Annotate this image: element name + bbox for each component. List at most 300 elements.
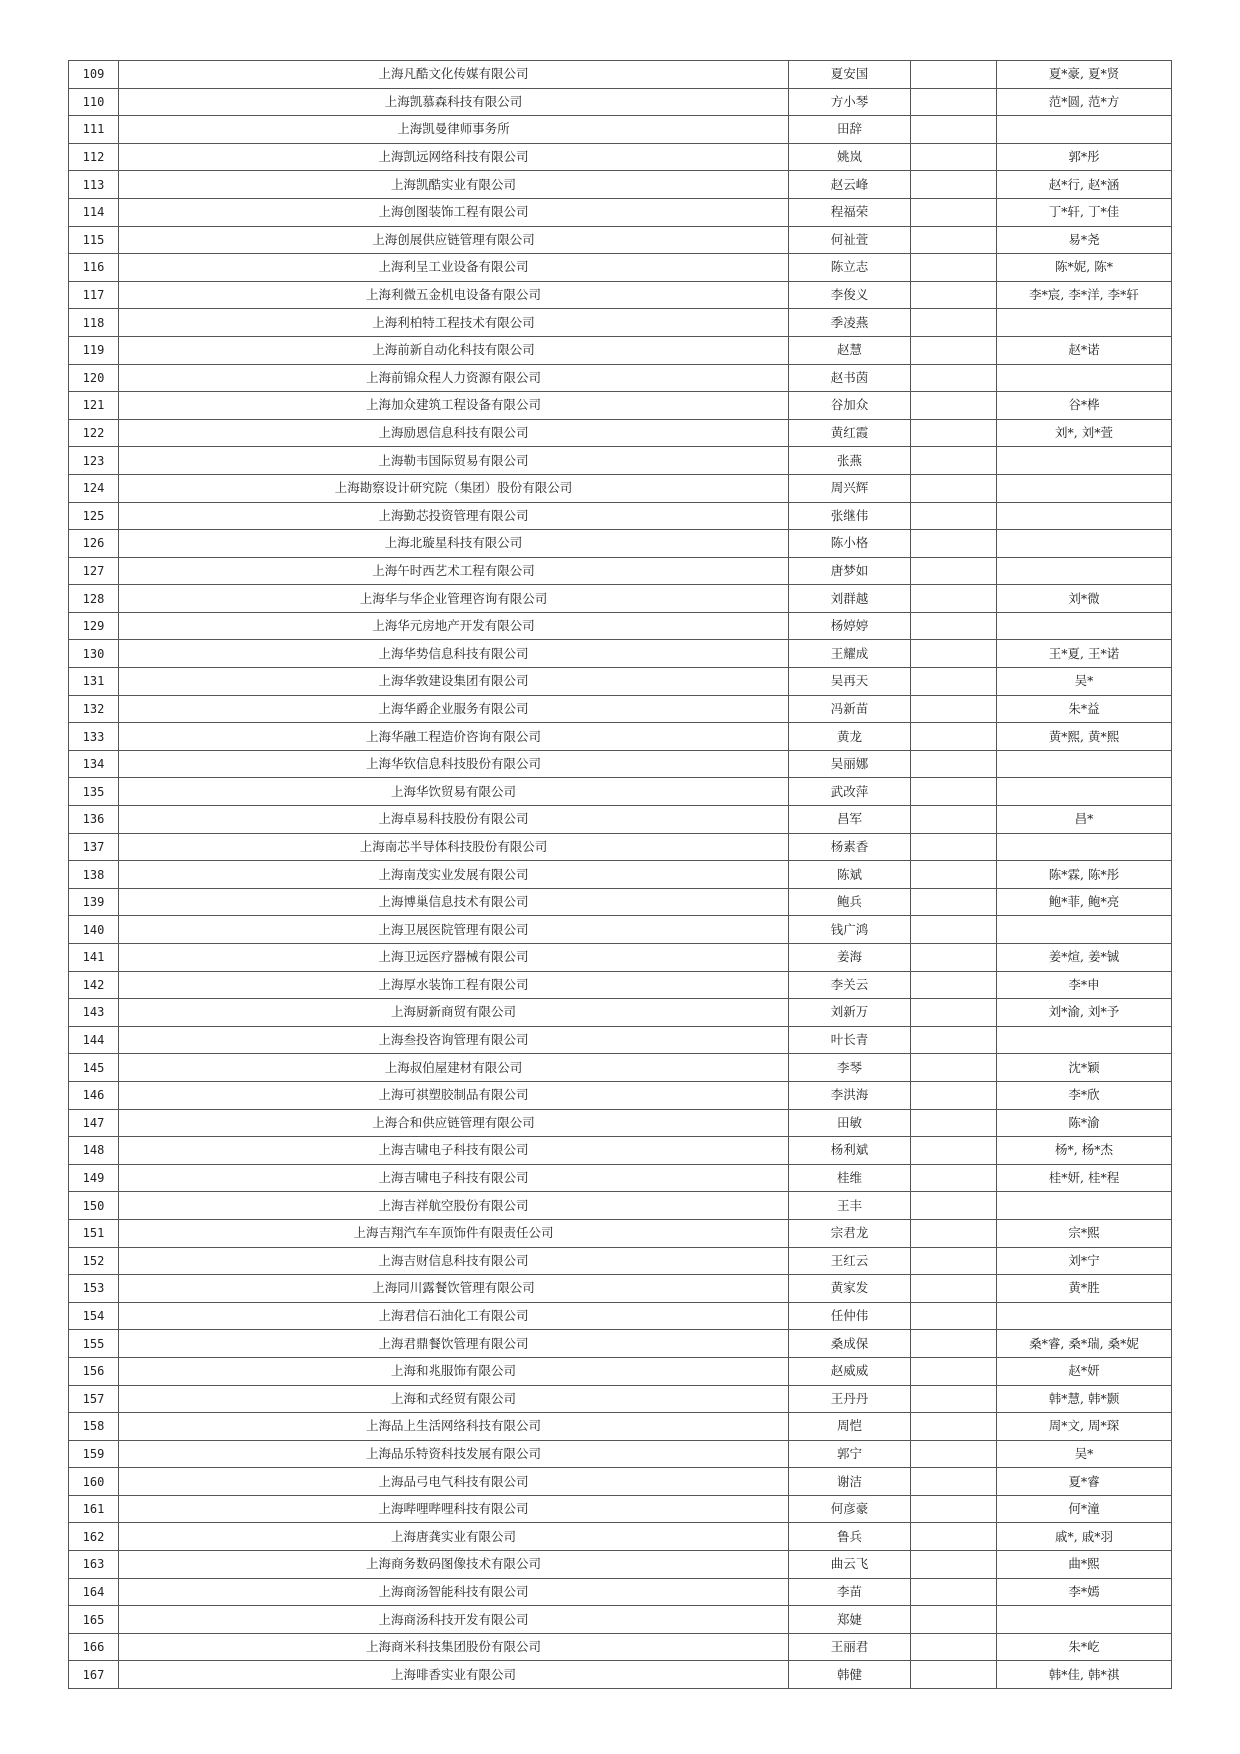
table-row xyxy=(69,1026,1172,1054)
company-cell: 上海卫远医疗器械有限公司 xyxy=(119,944,789,972)
company-cell: 上海唐龚实业有限公司 xyxy=(119,1523,789,1551)
representative-cell: 夏安国 xyxy=(789,61,911,89)
representative-cell: 唐梦如 xyxy=(789,557,911,585)
row-number-cell: 140 xyxy=(69,916,119,944)
table-row xyxy=(69,226,1172,254)
row-number-cell: 110 xyxy=(69,88,119,116)
table-row xyxy=(69,1330,1172,1358)
blank-cell xyxy=(911,171,997,199)
company-cell: 上海叔伯屋建材有限公司 xyxy=(119,1054,789,1082)
representative-cell: 黄龙 xyxy=(789,723,911,751)
company-cell: 上海华元房地产开发有限公司 xyxy=(119,612,789,640)
blank-cell xyxy=(911,1137,997,1165)
children-cell xyxy=(997,502,1172,530)
representative-cell: 黄家发 xyxy=(789,1275,911,1303)
blank-cell xyxy=(911,281,997,309)
roster-table-body xyxy=(69,61,1172,1689)
company-cell: 上海南茂实业发展有限公司 xyxy=(119,861,789,889)
table-row xyxy=(69,1219,1172,1247)
row-number-cell: 129 xyxy=(69,612,119,640)
representative-cell: 鲁兵 xyxy=(789,1523,911,1551)
representative-cell: 王红云 xyxy=(789,1247,911,1275)
representative-cell: 李关云 xyxy=(789,971,911,999)
representative-cell: 田辞 xyxy=(789,116,911,144)
representative-cell: 黄红霞 xyxy=(789,419,911,447)
children-cell: 韩*佳, 韩*祺 xyxy=(997,1661,1172,1689)
company-cell: 上海吉祥航空股份有限公司 xyxy=(119,1192,789,1220)
row-number-cell: 160 xyxy=(69,1468,119,1496)
row-number-cell: 145 xyxy=(69,1054,119,1082)
representative-cell: 叶长青 xyxy=(789,1026,911,1054)
table-row xyxy=(69,1081,1172,1109)
blank-cell xyxy=(911,1523,997,1551)
representative-cell: 郭宁 xyxy=(789,1440,911,1468)
children-cell: 黄*熙, 黄*熙 xyxy=(997,723,1172,751)
row-number-cell: 135 xyxy=(69,778,119,806)
table-row xyxy=(69,1606,1172,1634)
representative-cell: 姜海 xyxy=(789,944,911,972)
representative-cell: 季凌燕 xyxy=(789,309,911,337)
table-row xyxy=(69,1495,1172,1523)
row-number-cell: 162 xyxy=(69,1523,119,1551)
row-number-cell: 118 xyxy=(69,309,119,337)
representative-cell: 曲云飞 xyxy=(789,1551,911,1579)
row-number-cell: 149 xyxy=(69,1164,119,1192)
roster-table xyxy=(68,60,1172,1689)
representative-cell: 桑成保 xyxy=(789,1330,911,1358)
children-cell: 韩*慧, 韩*颢 xyxy=(997,1385,1172,1413)
table-row xyxy=(69,1468,1172,1496)
children-cell: 宗*熙 xyxy=(997,1219,1172,1247)
table-row xyxy=(69,1578,1172,1606)
company-cell: 上海南芯半导体科技股份有限公司 xyxy=(119,833,789,861)
representative-cell: 李苗 xyxy=(789,1578,911,1606)
children-cell: 李*申 xyxy=(997,971,1172,999)
children-cell: 谷*桦 xyxy=(997,392,1172,420)
children-cell: 赵*诺 xyxy=(997,336,1172,364)
representative-cell: 赵云峰 xyxy=(789,171,911,199)
blank-cell xyxy=(911,1413,997,1441)
representative-cell: 昌军 xyxy=(789,806,911,834)
blank-cell xyxy=(911,1164,997,1192)
children-cell: 何*潼 xyxy=(997,1495,1172,1523)
children-cell: 桑*睿, 桑*瑞, 桑*妮 xyxy=(997,1330,1172,1358)
children-cell: 吴* xyxy=(997,668,1172,696)
representative-cell: 杨利斌 xyxy=(789,1137,911,1165)
blank-cell xyxy=(911,1578,997,1606)
blank-cell xyxy=(911,612,997,640)
table-row xyxy=(69,833,1172,861)
table-row xyxy=(69,668,1172,696)
children-cell xyxy=(997,530,1172,558)
blank-cell xyxy=(911,419,997,447)
row-number-cell: 144 xyxy=(69,1026,119,1054)
company-cell: 上海同川露餐饮管理有限公司 xyxy=(119,1275,789,1303)
table-row xyxy=(69,861,1172,889)
row-number-cell: 153 xyxy=(69,1275,119,1303)
children-cell xyxy=(997,309,1172,337)
company-cell: 上海和式经贸有限公司 xyxy=(119,1385,789,1413)
row-number-cell: 120 xyxy=(69,364,119,392)
row-number-cell: 128 xyxy=(69,585,119,613)
blank-cell xyxy=(911,640,997,668)
children-cell: 李*欣 xyxy=(997,1081,1172,1109)
table-row xyxy=(69,916,1172,944)
blank-cell xyxy=(911,1468,997,1496)
blank-cell xyxy=(911,254,997,282)
blank-cell xyxy=(911,585,997,613)
representative-cell: 赵威威 xyxy=(789,1357,911,1385)
blank-cell xyxy=(911,1606,997,1634)
company-cell: 上海啡香实业有限公司 xyxy=(119,1661,789,1689)
children-cell: 夏*睿 xyxy=(997,1468,1172,1496)
row-number-cell: 122 xyxy=(69,419,119,447)
table-row xyxy=(69,971,1172,999)
children-cell: 昌* xyxy=(997,806,1172,834)
children-cell xyxy=(997,474,1172,502)
company-cell: 上海品弓电气科技有限公司 xyxy=(119,1468,789,1496)
blank-cell xyxy=(911,143,997,171)
table-row xyxy=(69,695,1172,723)
blank-cell xyxy=(911,1192,997,1220)
representative-cell: 冯新苗 xyxy=(789,695,911,723)
representative-cell: 武改萍 xyxy=(789,778,911,806)
table-row xyxy=(69,281,1172,309)
children-cell xyxy=(997,116,1172,144)
row-number-cell: 164 xyxy=(69,1578,119,1606)
row-number-cell: 152 xyxy=(69,1247,119,1275)
company-cell: 上海商汤科技开发有限公司 xyxy=(119,1606,789,1634)
children-cell: 曲*熙 xyxy=(997,1551,1172,1579)
company-cell: 上海商米科技集团股份有限公司 xyxy=(119,1633,789,1661)
table-row xyxy=(69,116,1172,144)
representative-cell: 刘群越 xyxy=(789,585,911,613)
table-row xyxy=(69,585,1172,613)
children-cell: 刘*, 刘*萱 xyxy=(997,419,1172,447)
children-cell: 范*圆, 范*方 xyxy=(997,88,1172,116)
row-number-cell: 137 xyxy=(69,833,119,861)
blank-cell xyxy=(911,1633,997,1661)
children-cell: 赵*妍 xyxy=(997,1357,1172,1385)
representative-cell: 张燕 xyxy=(789,447,911,475)
children-cell xyxy=(997,750,1172,778)
row-number-cell: 156 xyxy=(69,1357,119,1385)
children-cell xyxy=(997,364,1172,392)
company-cell: 上海厚水装饰工程有限公司 xyxy=(119,971,789,999)
blank-cell xyxy=(911,61,997,89)
representative-cell: 赵慧 xyxy=(789,336,911,364)
company-cell: 上海华融工程造价咨询有限公司 xyxy=(119,723,789,751)
company-cell: 上海和兆服饰有限公司 xyxy=(119,1357,789,1385)
representative-cell: 何彦豪 xyxy=(789,1495,911,1523)
children-cell: 吴* xyxy=(997,1440,1172,1468)
representative-cell: 谢洁 xyxy=(789,1468,911,1496)
table-row xyxy=(69,364,1172,392)
blank-cell xyxy=(911,916,997,944)
table-row xyxy=(69,143,1172,171)
table-row xyxy=(69,474,1172,502)
company-cell: 上海利微五金机电设备有限公司 xyxy=(119,281,789,309)
table-row xyxy=(69,1523,1172,1551)
blank-cell xyxy=(911,530,997,558)
row-number-cell: 142 xyxy=(69,971,119,999)
row-number-cell: 141 xyxy=(69,944,119,972)
blank-cell xyxy=(911,88,997,116)
company-cell: 上海卫展医院管理有限公司 xyxy=(119,916,789,944)
blank-cell xyxy=(911,447,997,475)
table-row xyxy=(69,447,1172,475)
children-cell xyxy=(997,447,1172,475)
children-cell: 郭*彤 xyxy=(997,143,1172,171)
row-number-cell: 151 xyxy=(69,1219,119,1247)
table-row xyxy=(69,61,1172,89)
row-number-cell: 112 xyxy=(69,143,119,171)
blank-cell xyxy=(911,1247,997,1275)
children-cell: 易*尧 xyxy=(997,226,1172,254)
row-number-cell: 139 xyxy=(69,888,119,916)
company-cell: 上海勒韦国际贸易有限公司 xyxy=(119,447,789,475)
row-number-cell: 115 xyxy=(69,226,119,254)
table-row xyxy=(69,198,1172,226)
representative-cell: 陈斌 xyxy=(789,861,911,889)
row-number-cell: 127 xyxy=(69,557,119,585)
representative-cell: 钱广鸿 xyxy=(789,916,911,944)
representative-cell: 王耀成 xyxy=(789,640,911,668)
blank-cell xyxy=(911,364,997,392)
table-row xyxy=(69,640,1172,668)
representative-cell: 李俊义 xyxy=(789,281,911,309)
table-row xyxy=(69,1137,1172,1165)
representative-cell: 桂维 xyxy=(789,1164,911,1192)
company-cell: 上海利柏特工程技术有限公司 xyxy=(119,309,789,337)
row-number-cell: 166 xyxy=(69,1633,119,1661)
company-cell: 上海加众建筑工程设备有限公司 xyxy=(119,392,789,420)
table-row xyxy=(69,778,1172,806)
row-number-cell: 155 xyxy=(69,1330,119,1358)
table-row xyxy=(69,557,1172,585)
company-cell: 上海华势信息科技有限公司 xyxy=(119,640,789,668)
company-cell: 上海凡酷文化传媒有限公司 xyxy=(119,61,789,89)
representative-cell: 方小琴 xyxy=(789,88,911,116)
row-number-cell: 146 xyxy=(69,1081,119,1109)
row-number-cell: 165 xyxy=(69,1606,119,1634)
representative-cell: 吴丽娜 xyxy=(789,750,911,778)
table-row xyxy=(69,999,1172,1027)
row-number-cell: 111 xyxy=(69,116,119,144)
blank-cell xyxy=(911,1275,997,1303)
row-number-cell: 123 xyxy=(69,447,119,475)
children-cell: 沈*颖 xyxy=(997,1054,1172,1082)
row-number-cell: 154 xyxy=(69,1302,119,1330)
blank-cell xyxy=(911,1330,997,1358)
company-cell: 上海君鼎餐饮管理有限公司 xyxy=(119,1330,789,1358)
children-cell: 王*夏, 王*诺 xyxy=(997,640,1172,668)
representative-cell: 陈立志 xyxy=(789,254,911,282)
children-cell: 李*嫣 xyxy=(997,1578,1172,1606)
representative-cell: 周恺 xyxy=(789,1413,911,1441)
row-number-cell: 133 xyxy=(69,723,119,751)
children-cell xyxy=(997,1302,1172,1330)
blank-cell xyxy=(911,557,997,585)
row-number-cell: 132 xyxy=(69,695,119,723)
blank-cell xyxy=(911,502,997,530)
table-row xyxy=(69,1661,1172,1689)
children-cell: 刘*微 xyxy=(997,585,1172,613)
company-cell: 上海叁投咨询管理有限公司 xyxy=(119,1026,789,1054)
company-cell: 上海博巢信息技术有限公司 xyxy=(119,888,789,916)
blank-cell xyxy=(911,944,997,972)
company-cell: 上海商汤智能科技有限公司 xyxy=(119,1578,789,1606)
company-cell: 上海创展供应链管理有限公司 xyxy=(119,226,789,254)
blank-cell xyxy=(911,723,997,751)
company-cell: 上海华敦建设集团有限公司 xyxy=(119,668,789,696)
blank-cell xyxy=(911,1081,997,1109)
company-cell: 上海利呈工业设备有限公司 xyxy=(119,254,789,282)
table-row xyxy=(69,309,1172,337)
company-cell: 上海前锦众程人力资源有限公司 xyxy=(119,364,789,392)
company-cell: 上海吉财信息科技有限公司 xyxy=(119,1247,789,1275)
company-cell: 上海凯慕森科技有限公司 xyxy=(119,88,789,116)
blank-cell xyxy=(911,750,997,778)
children-cell: 陈*妮, 陈* xyxy=(997,254,1172,282)
company-cell: 上海勘察设计研究院（集团）股份有限公司 xyxy=(119,474,789,502)
blank-cell xyxy=(911,778,997,806)
representative-cell: 吴再天 xyxy=(789,668,911,696)
company-cell: 上海哔哩哔哩科技有限公司 xyxy=(119,1495,789,1523)
representative-cell: 周兴辉 xyxy=(789,474,911,502)
blank-cell xyxy=(911,1026,997,1054)
blank-cell xyxy=(911,1219,997,1247)
company-cell: 上海凯曼律师事务所 xyxy=(119,116,789,144)
table-row xyxy=(69,1440,1172,1468)
children-cell xyxy=(997,1026,1172,1054)
company-cell: 上海华与华企业管理咨询有限公司 xyxy=(119,585,789,613)
blank-cell xyxy=(911,695,997,723)
row-number-cell: 136 xyxy=(69,806,119,834)
blank-cell xyxy=(911,1054,997,1082)
blank-cell xyxy=(911,392,997,420)
blank-cell xyxy=(911,999,997,1027)
row-number-cell: 167 xyxy=(69,1661,119,1689)
representative-cell: 任仲伟 xyxy=(789,1302,911,1330)
representative-cell: 谷加众 xyxy=(789,392,911,420)
row-number-cell: 119 xyxy=(69,336,119,364)
children-cell: 杨*, 杨*杰 xyxy=(997,1137,1172,1165)
company-cell: 上海凯远网络科技有限公司 xyxy=(119,143,789,171)
row-number-cell: 147 xyxy=(69,1109,119,1137)
representative-cell: 郑婕 xyxy=(789,1606,911,1634)
company-cell: 上海品上生活网络科技有限公司 xyxy=(119,1413,789,1441)
children-cell: 刘*渝, 刘*予 xyxy=(997,999,1172,1027)
company-cell: 上海厨新商贸有限公司 xyxy=(119,999,789,1027)
children-cell: 戚*, 戚*羽 xyxy=(997,1523,1172,1551)
table-row xyxy=(69,1633,1172,1661)
company-cell: 上海勤芯投资管理有限公司 xyxy=(119,502,789,530)
table-row xyxy=(69,1385,1172,1413)
row-number-cell: 126 xyxy=(69,530,119,558)
company-cell: 上海北璇星科技有限公司 xyxy=(119,530,789,558)
children-cell: 朱*屹 xyxy=(997,1633,1172,1661)
children-cell: 鲍*菲, 鲍*亮 xyxy=(997,888,1172,916)
representative-cell: 程福荣 xyxy=(789,198,911,226)
row-number-cell: 113 xyxy=(69,171,119,199)
company-cell: 上海合和供应链管理有限公司 xyxy=(119,1109,789,1137)
row-number-cell: 163 xyxy=(69,1551,119,1579)
company-cell: 上海吉啸电子科技有限公司 xyxy=(119,1137,789,1165)
representative-cell: 刘新万 xyxy=(789,999,911,1027)
children-cell xyxy=(997,916,1172,944)
table-row xyxy=(69,1357,1172,1385)
blank-cell xyxy=(911,309,997,337)
table-row xyxy=(69,750,1172,778)
table-row xyxy=(69,419,1172,447)
children-cell: 周*文, 周*琛 xyxy=(997,1413,1172,1441)
children-cell: 丁*轩, 丁*佳 xyxy=(997,198,1172,226)
company-cell: 上海凯酷实业有限公司 xyxy=(119,171,789,199)
children-cell xyxy=(997,612,1172,640)
representative-cell: 杨素香 xyxy=(789,833,911,861)
table-row xyxy=(69,888,1172,916)
blank-cell xyxy=(911,226,997,254)
representative-cell: 杨婷婷 xyxy=(789,612,911,640)
company-cell: 上海励恩信息科技有限公司 xyxy=(119,419,789,447)
representative-cell: 陈小格 xyxy=(789,530,911,558)
table-row xyxy=(69,1109,1172,1137)
representative-cell: 王丽君 xyxy=(789,1633,911,1661)
table-row xyxy=(69,336,1172,364)
children-cell: 李*宸, 李*洋, 李*轩 xyxy=(997,281,1172,309)
company-cell: 上海华饮贸易有限公司 xyxy=(119,778,789,806)
blank-cell xyxy=(911,198,997,226)
children-cell xyxy=(997,778,1172,806)
representative-cell: 赵书茵 xyxy=(789,364,911,392)
blank-cell xyxy=(911,336,997,364)
children-cell: 黄*胜 xyxy=(997,1275,1172,1303)
row-number-cell: 116 xyxy=(69,254,119,282)
representative-cell: 何祉萱 xyxy=(789,226,911,254)
representative-cell: 李琴 xyxy=(789,1054,911,1082)
children-cell: 夏*豪, 夏*贤 xyxy=(997,61,1172,89)
children-cell: 刘*宁 xyxy=(997,1247,1172,1275)
row-number-cell: 109 xyxy=(69,61,119,89)
representative-cell: 姚岚 xyxy=(789,143,911,171)
table-row xyxy=(69,392,1172,420)
company-cell: 上海商务数码图像技术有限公司 xyxy=(119,1551,789,1579)
children-cell xyxy=(997,1192,1172,1220)
blank-cell xyxy=(911,1302,997,1330)
table-row xyxy=(69,1247,1172,1275)
row-number-cell: 117 xyxy=(69,281,119,309)
blank-cell xyxy=(911,1357,997,1385)
company-cell: 上海可祺塑胶制品有限公司 xyxy=(119,1081,789,1109)
representative-cell: 宗君龙 xyxy=(789,1219,911,1247)
blank-cell xyxy=(911,888,997,916)
table-row xyxy=(69,944,1172,972)
children-cell xyxy=(997,1606,1172,1634)
company-cell: 上海吉翔汽车车顶饰件有限责任公司 xyxy=(119,1219,789,1247)
company-cell: 上海君信石油化工有限公司 xyxy=(119,1302,789,1330)
table-row xyxy=(69,1164,1172,1192)
table-row xyxy=(69,806,1172,834)
blank-cell xyxy=(911,833,997,861)
table-row xyxy=(69,1413,1172,1441)
children-cell xyxy=(997,833,1172,861)
table-row xyxy=(69,612,1172,640)
table-row xyxy=(69,502,1172,530)
company-cell: 上海华爵企业服务有限公司 xyxy=(119,695,789,723)
blank-cell xyxy=(911,1385,997,1413)
row-number-cell: 158 xyxy=(69,1413,119,1441)
